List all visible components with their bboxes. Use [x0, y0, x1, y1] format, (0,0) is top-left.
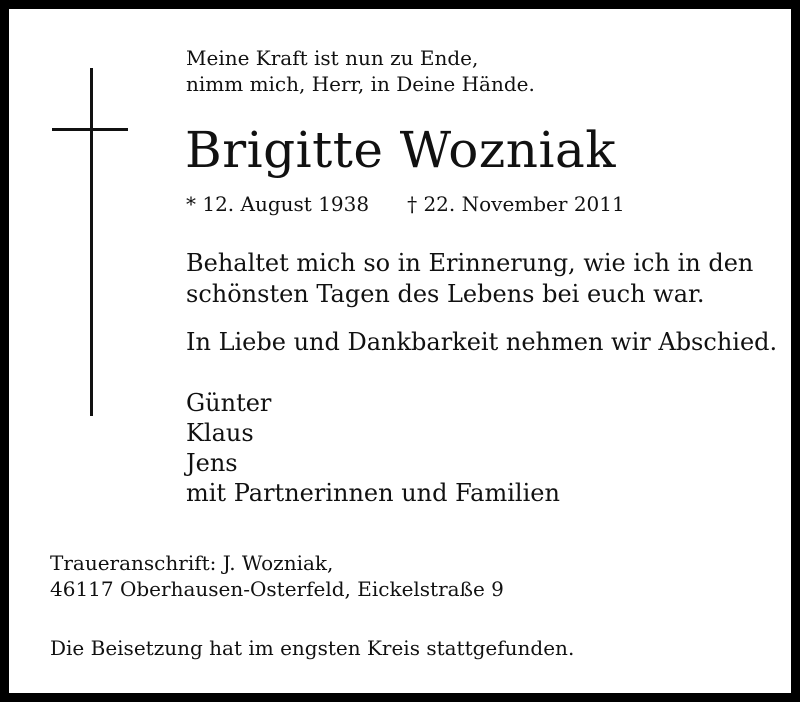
farewell-text: In Liebe und Dankbarkeit nehmen wir Abschied. [186, 328, 778, 356]
motto-line: Meine Kraft ist nun zu Ende, [186, 46, 479, 70]
verse-line: Behaltet mich so in Erinnerung, wie ich in den [186, 249, 754, 277]
cross-icon-bar [52, 128, 128, 131]
address-line: 46117 Oberhausen-Osterfeld, Eickelstraße 9 [50, 577, 504, 601]
mourner: mit Partnerinnen und Familien [186, 479, 560, 507]
mourning-address [50, 550, 504, 602]
cross-icon [90, 68, 93, 416]
mourners-list [186, 388, 560, 508]
life-dates [186, 191, 625, 217]
birth-date: * 12. August 1938 [186, 192, 370, 216]
deceased-name: Brigitte Wozniak [185, 121, 617, 179]
motto [186, 45, 535, 97]
mourner: Klaus [186, 419, 254, 447]
address-line: Traueranschrift: J. Wozniak, [50, 551, 334, 575]
verse-line: schönsten Tagen des Lebens bei euch war. [186, 280, 705, 308]
mourner: Günter [186, 389, 272, 417]
memorial-verse [186, 248, 753, 310]
motto-line: nimm mich, Herr, in Deine Hände. [186, 72, 535, 96]
death-date: † 22. November 2011 [407, 192, 625, 216]
burial-note: Die Beisetzung hat im engsten Kreis stattgefunden. [50, 636, 575, 660]
mourner: Jens [186, 449, 238, 477]
